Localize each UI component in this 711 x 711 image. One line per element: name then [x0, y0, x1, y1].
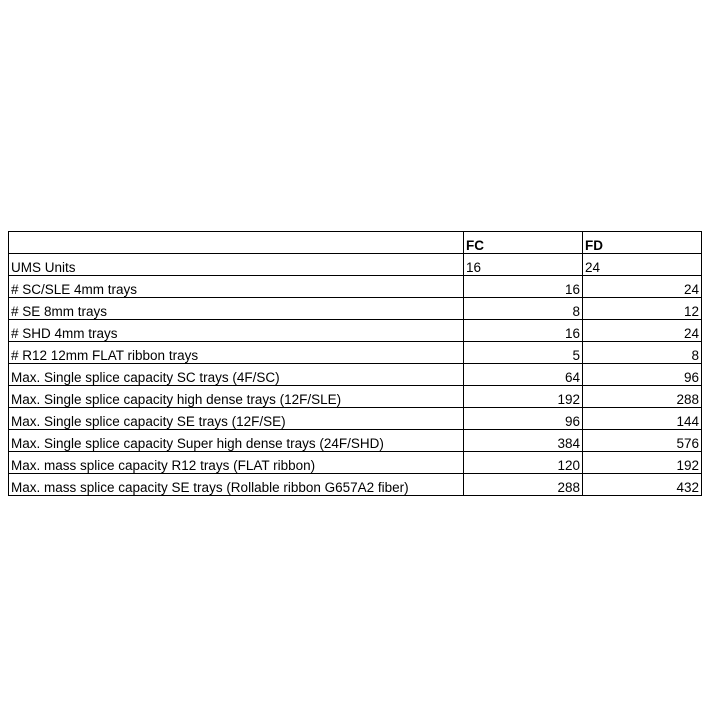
cell-fd: 24: [583, 254, 702, 276]
table-row: [9, 342, 702, 364]
cell-fc: 8: [464, 298, 583, 320]
row-label: Max. Single splice capacity SE trays (12F/SE): [9, 408, 464, 430]
row-label: Max. mass splice capacity SE trays (Rollable ribbon G657A2 fiber): [9, 474, 464, 496]
cell-fd: 144: [583, 408, 702, 430]
row-label: Max. Single splice capacity high dense trays (12F/SLE): [9, 386, 464, 408]
row-label: UMS Units: [9, 254, 464, 276]
table-row: [9, 474, 702, 496]
row-label: Max. Single splice capacity SC trays (4F/SC): [9, 364, 464, 386]
table-row: [9, 320, 702, 342]
header-cell-empty: [9, 232, 464, 254]
cell-fc: 96: [464, 408, 583, 430]
cell-fd: 24: [583, 276, 702, 298]
row-label: Max. mass splice capacity R12 trays (FLAT ribbon): [9, 452, 464, 474]
row-label: # R12 12mm FLAT ribbon trays: [9, 342, 464, 364]
row-label: # SC/SLE 4mm trays: [9, 276, 464, 298]
units-row: [9, 254, 702, 276]
cell-fd: 432: [583, 474, 702, 496]
row-label: # SHD 4mm trays: [9, 320, 464, 342]
cell-fc: 16: [464, 276, 583, 298]
table-row: [9, 364, 702, 386]
cell-fc: 120: [464, 452, 583, 474]
cell-fc: 16: [464, 254, 583, 276]
cell-fd: 576: [583, 430, 702, 452]
row-label: Max. Single splice capacity Super high dense trays (24F/SHD): [9, 430, 464, 452]
table-row: [9, 386, 702, 408]
table-row: [9, 430, 702, 452]
cell-fc: 64: [464, 364, 583, 386]
table-row: [9, 276, 702, 298]
cell-fd: 24: [583, 320, 702, 342]
cell-fc: 192: [464, 386, 583, 408]
cell-fc: 288: [464, 474, 583, 496]
cell-fc: 5: [464, 342, 583, 364]
header-cell-fc: FC: [464, 232, 583, 254]
cell-fd: 8: [583, 342, 702, 364]
cell-fd: 192: [583, 452, 702, 474]
specification-table: [8, 231, 702, 496]
table-row: [9, 298, 702, 320]
cell-fd: 12: [583, 298, 702, 320]
cell-fc: 16: [464, 320, 583, 342]
cell-fd: 288: [583, 386, 702, 408]
header-row: [9, 232, 702, 254]
table-row: [9, 452, 702, 474]
table-row: [9, 408, 702, 430]
cell-fd: 96: [583, 364, 702, 386]
cell-fc: 384: [464, 430, 583, 452]
header-cell-fd: FD: [583, 232, 702, 254]
row-label: # SE 8mm trays: [9, 298, 464, 320]
spreadsheet-region: [8, 231, 701, 496]
